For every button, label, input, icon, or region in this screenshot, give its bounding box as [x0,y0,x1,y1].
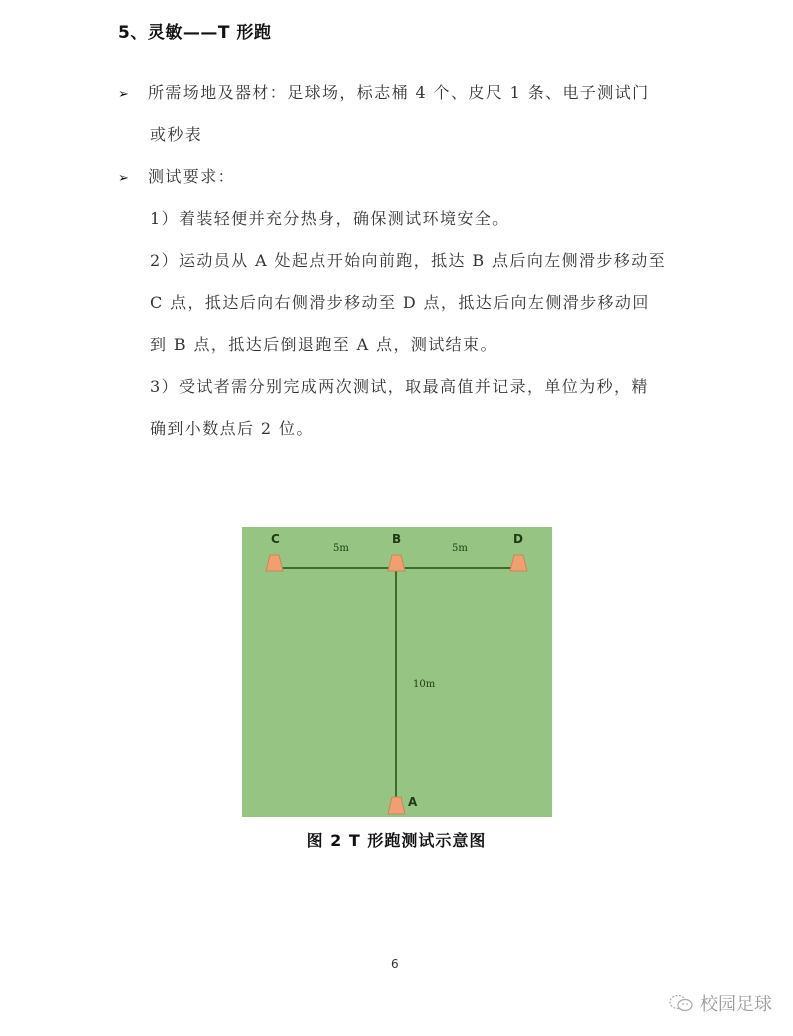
bullet-equipment [118,80,650,103]
requirement-line: 3）受试者需分别完成两次测试，取最高值并记录，单位为秒，精 [150,377,649,396]
cone-c-icon [266,555,283,571]
point-label-c: C [271,532,280,546]
section-heading: 5、灵敏——T 形跑 [118,23,272,43]
cone-b-icon [388,555,405,571]
arrowhead-bullet-icon: ➢ [118,87,131,102]
distance-label-bd: 5m [452,543,468,554]
requirement-line: 到 B 点，抵达后倒退跑至 A 点，测试结束。 [150,335,498,354]
watermark [668,990,772,1016]
figure-caption: 图 2 T 形跑测试示意图 [306,831,487,850]
requirement-line: C 点，抵达后向右侧滑步移动至 D 点，抵达后向左侧滑步移动回 [150,293,650,312]
page-number: 6 [391,957,399,971]
watermark-text: 校园足球 [700,994,772,1015]
t-run-diagram [242,527,552,817]
arrowhead-bullet-icon: ➢ [118,171,131,186]
requirement-line: 确到小数点后 2 位。 [150,419,314,438]
wechat-icon [668,993,694,1013]
requirement-line: 2）运动员从 A 处起点开始向前跑，抵达 B 点后向左侧滑步移动至 [150,251,667,270]
point-label-a: A [408,795,418,809]
point-label-b: B [392,532,402,546]
bullet-requirements [118,164,235,187]
requirement-line: 1）着装轻便并充分热身，确保测试环境安全。 [150,209,510,228]
distance-label-ba: 10m [413,679,436,690]
point-label-d: D [513,532,523,546]
requirements-label: 测试要求： [148,167,236,186]
distance-label-cb: 5m [333,543,349,554]
cone-d-icon [510,555,527,571]
cone-a-icon [388,797,405,814]
equipment-text: 所需场地及器材：足球场，标志桶 4 个、皮尺 1 条、电子测试门 [148,83,650,102]
equipment-text-cont: 或秒表 [150,125,203,144]
